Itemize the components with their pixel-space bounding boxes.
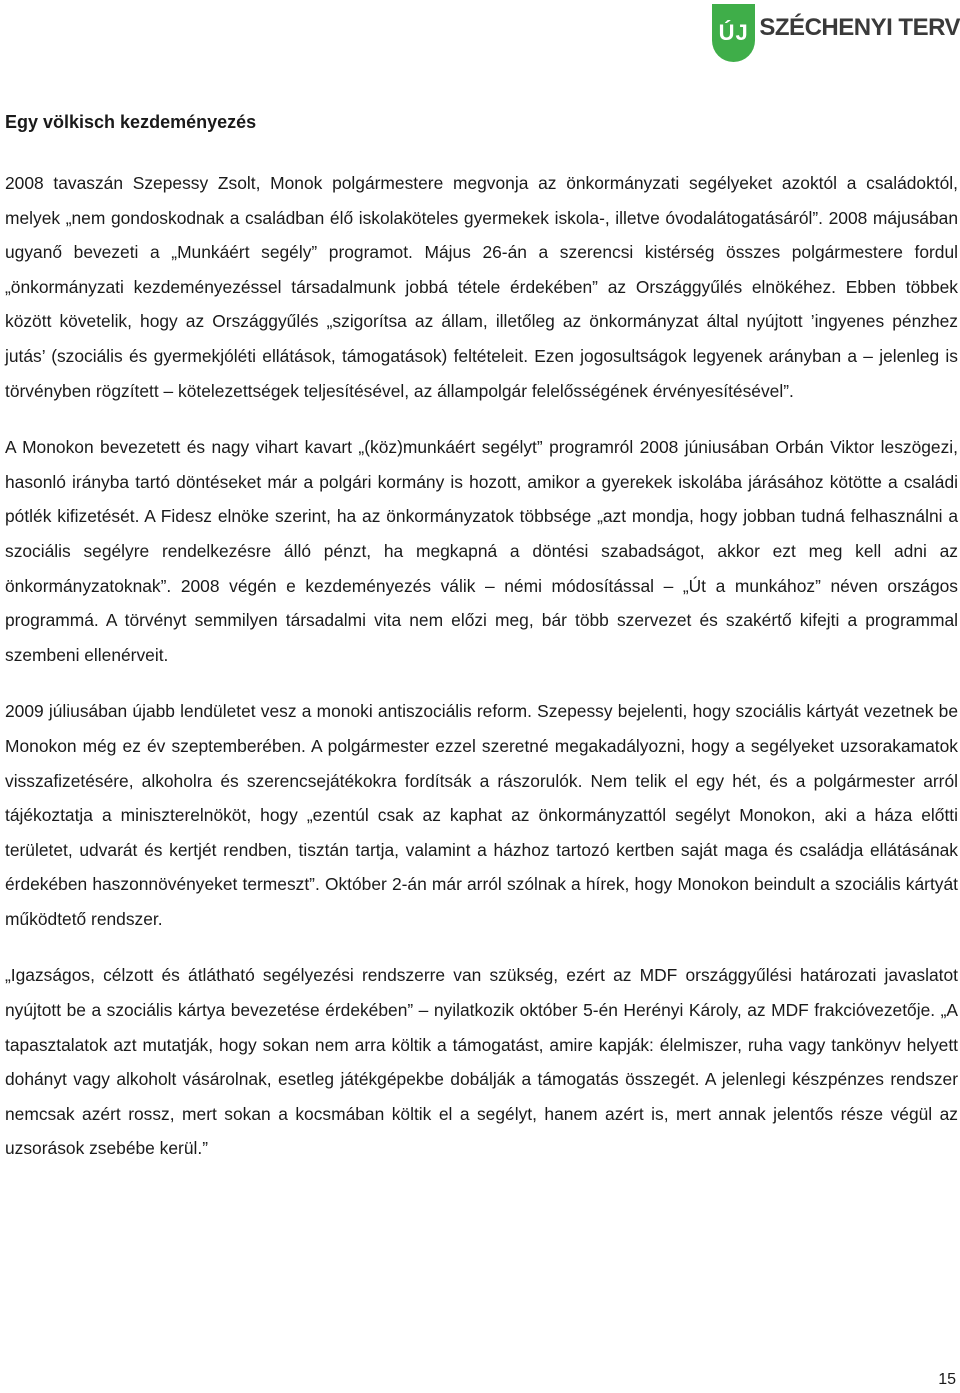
szechenyi-terv-logo: [712, 0, 960, 78]
paragraph-3: 2009 júliusában újabb lendületet vesz a monoki antiszociális reform. Szepessy bejelenti, hogy szociális kártyát vezetnek be Monokon még ez év szeptemberében. A polgármester ezzel szeretné megakadályozni, hogy a segélyeket uzsorakamatok visszafizetésére, alkoholra és szerencsejátékokra fordítsák a rászorulók. Nem telik el egy hét, és a polgármester arról tájékoztatja a miniszterelnököt, hogy „ezentúl csak az kaphat az önkormányzattól segélyt Monokon, aki a háza előtti területet, udvarát és kertjét rendben, tisztán tartja, valamint a házhoz tartozó kertben saját maga és családja ellátásának érdekében haszonnövényeket termeszt”. Október 2-án már arról szólnak a hírek, hogy Monokon beindult a szociális kártyát működtető rendszer.: [5, 701, 958, 929]
paragraph-1: 2008 tavaszán Szepessy Zsolt, Monok polgármestere megvonja az önkormányzati segélyeket azoktól a családoktól, melyek „nem gondoskodnak a családban élő iskolaköteles gyermekek iskola-, illetve óvodalátogatásáról”. 2008 májusában ugyanő bevezeti a „Munkáért segély” programot. Május 26-án a szerencsi kistérség összes polgármestere fordul „önkormányzati kezdeményezéssel társadalmunk jobbá tétele érdekében” az Országgyűlés elnökéhez. Ebben többek között követelik, hogy az Országgyűlés „szigorítsa az állam, illetőleg az önkormányzat által nyújtott ’ingyenes pénzhez jutás’ (szociális és gyermekjóléti ellátások, támogatások) feltételeit. Ezen jogosultságok legyenek arányban a – jelenleg is törvényben rögzített – kötelezettségek teljesítésével, az állampolgár felelősségének érvényesítésével”.: [5, 173, 958, 401]
uj-logo-mark: ÚJ: [712, 4, 755, 62]
document-title: Egy völkisch kezdeményezés: [5, 112, 257, 132]
paragraph-4: „Igazságos, célzott és átlátható segélyezési rendszerre van szükség, ezért az MDF országgyűlési határozati javaslatot nyújtott be a szociális kártya bevezetése érdekében” – nyilatkozik október 5-én Herényi Károly, az MDF frakcióvezetője. „A tapasztalatok azt mutatják, hogy sokan nem arra költik a támogatást, amire kapják: élelmiszer, ruha vagy tankönyv helyett dohányt vagy alkoholt vásárolnak, esetleg játékgépekbe dobálják a támogatás összegét. A jelenlegi készpénzes rendszer nemcsak azért rossz, mert sokan a kocsmában költik el a segélyt, hanem azért is, mert annak jelentős része végül az uzsorások zsebébe kerül.”: [5, 965, 958, 1159]
paragraph-2: A Monokon bevezetett és nagy vihart kavart „(köz)munkáért segélyt” programról 2008 júniusában Orbán Viktor leszögezi, hasonló irányba tartó döntéseket már a polgári kormány is hozott, amikor a gyerekek iskolába járásához kötötte a családi pótlék kifizetését. A Fidesz elnöke szerint, ha az önkormányzatok többsége „azt mondja, hogy jobban tudná felhasználni a szociális segélyre rendelkezésre álló pénzt, ha megkapná a döntési szabadságot, akkor ezt meg kell adni az önkormányzatoknak”. 2008 végén e kezdeményezés válik – némi módosítással – „Út a munkához” néven országos programmá. A törvényt semmilyen társadalmi vita nem előzi meg, bár több szervezet és szakértő kifejti a programmal szembeni ellenérveit.: [5, 437, 958, 665]
page-number: 15: [938, 1371, 956, 1388]
document-body: [5, 108, 958, 1188]
logo-text: SZÉCHENYI TERV: [759, 14, 960, 41]
